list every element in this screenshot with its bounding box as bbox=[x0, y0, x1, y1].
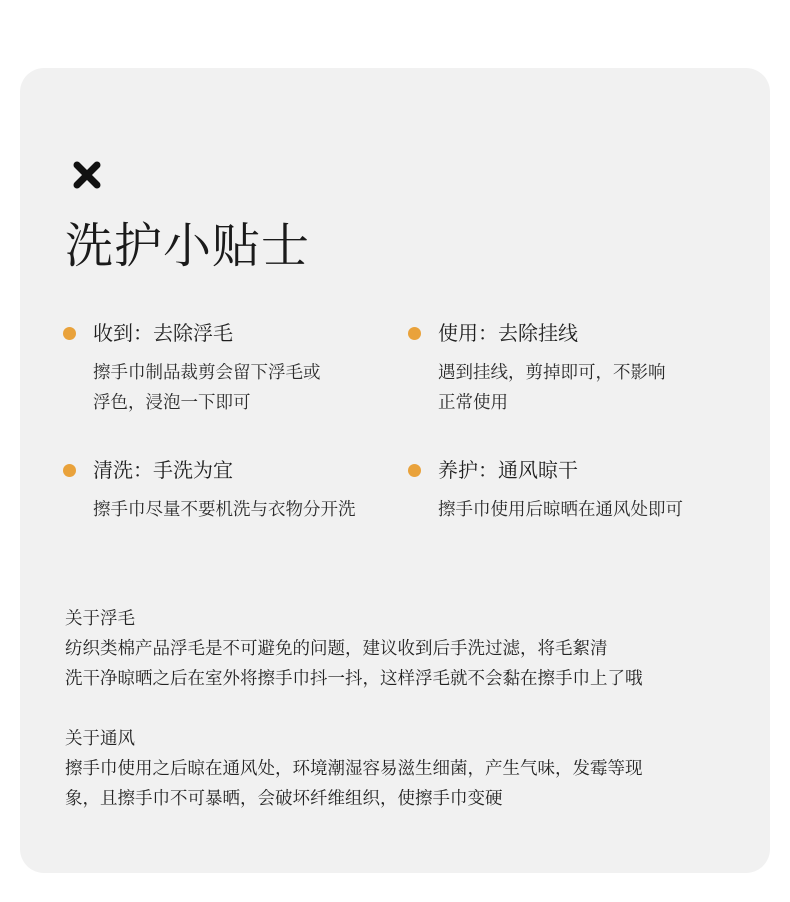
tip-line: 正常使用 bbox=[438, 393, 508, 413]
bullet-dot bbox=[63, 327, 76, 340]
tip-line: 遇到挂线，剪掉即可，不影响 bbox=[438, 363, 666, 383]
tip-title: 清洗：手洗为宜 bbox=[93, 458, 233, 482]
tip-line: 擦手巾制品裁剪会留下浮毛或 bbox=[93, 363, 321, 383]
section-about-lint bbox=[65, 604, 643, 694]
tip-line: 擦手巾尽量不要机洗与衣物分开洗 bbox=[93, 500, 356, 520]
tip-body bbox=[438, 358, 666, 418]
section-line: 象，且擦手巾不可暴晒，会破坏纤维组织，使擦手巾变硬 bbox=[65, 789, 503, 809]
tip-line: 浮色，浸泡一下即可 bbox=[93, 393, 251, 413]
page-title: 洗护小贴士 bbox=[65, 218, 311, 274]
tip-title: 养护：通风晾干 bbox=[438, 458, 578, 482]
tip-body bbox=[438, 495, 683, 525]
section-line: 洗干净晾晒之后在室外将擦手巾抖一抖，这样浮毛就不会黏在擦手巾上了哦 bbox=[65, 669, 643, 689]
tip-body bbox=[93, 495, 356, 525]
bullet-dot bbox=[408, 464, 421, 477]
tip-line: 擦手巾使用后晾晒在通风处即可 bbox=[438, 500, 683, 520]
section-line: 擦手巾使用之后晾在通风处，环境潮湿容易滋生细菌，产生气味，发霉等现 bbox=[65, 759, 643, 779]
bullet-dot bbox=[408, 327, 421, 340]
section-heading: 关于浮毛 bbox=[65, 609, 135, 629]
tip-title: 收到：去除浮毛 bbox=[93, 321, 233, 345]
section-about-ventilation bbox=[65, 724, 643, 814]
tip-body bbox=[93, 358, 321, 418]
close-icon[interactable] bbox=[72, 160, 102, 190]
section-line: 纺织类棉产品浮毛是不可避免的问题，建议收到后手洗过滤，将毛絮清 bbox=[65, 639, 608, 659]
care-tips-card bbox=[20, 68, 770, 873]
bullet-dot bbox=[63, 464, 76, 477]
tip-title: 使用：去除挂线 bbox=[438, 321, 578, 345]
section-heading: 关于通风 bbox=[65, 729, 135, 749]
